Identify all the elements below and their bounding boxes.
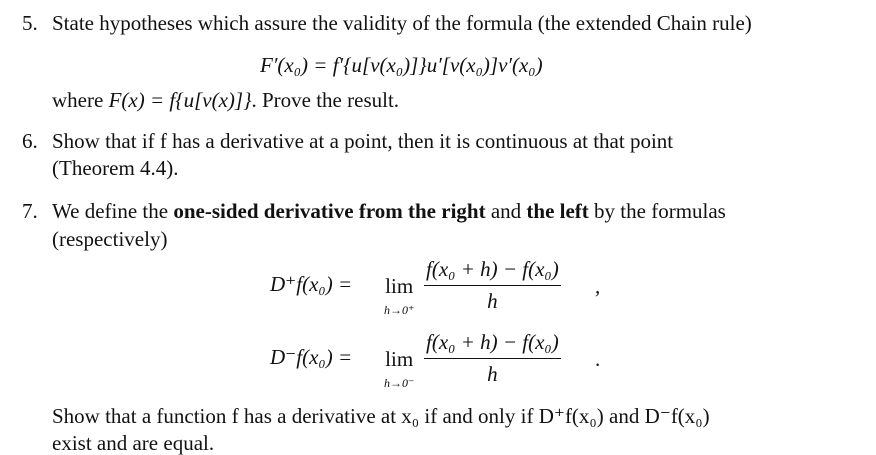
text-c: by the formulas (588, 199, 726, 223)
problem-7-line-1 (52, 201, 726, 222)
problem-7-final-line-1: Show that a function f has a derivative at x₀ if and only if D⁺f(x₀) and D⁻f(x₀) (52, 404, 710, 428)
where-suffix: . Prove the result. (251, 88, 400, 112)
text-a: We define the (52, 199, 174, 223)
problem-6-line-2: (Theorem 4.4). (52, 156, 179, 180)
eq-right-lhs: D⁺f(x₀) = (270, 272, 353, 296)
eq-right-limit (384, 274, 414, 318)
problem-7-line-2: (respectively) (52, 227, 168, 251)
formula-rhs: f′{u[v(x₀)]}u′[v(x₀)]v′(x₀) (332, 53, 543, 77)
problem-5-formula (260, 55, 543, 76)
eq-right-lim-word: lim (385, 274, 414, 298)
eq-left-lim-subscript: h→0⁻ (384, 376, 415, 390)
eq-right-fraction (424, 257, 561, 314)
eq-left-numerator: f(x₀ + h) − f(x₀) (426, 330, 559, 354)
eq-right-denominator: h (487, 289, 498, 313)
problem-6-line-1: Show that if f has a derivative at a point, then it is continuous at that point (52, 129, 674, 153)
eq-left-trailing-period: . (595, 347, 601, 371)
eq-left-denominator: h (487, 362, 498, 386)
eq-left-limit (384, 347, 414, 391)
eq-left-lim-word: lim (385, 347, 414, 371)
problem-7-final-line-2: exist and are equal. (52, 431, 215, 455)
problem-5-number: 5. (22, 11, 38, 35)
bold-left-derivative: the left (526, 199, 589, 223)
problem-6-number: 6. (22, 129, 38, 153)
eq-right-trailing-comma: , (595, 274, 601, 298)
where-definition: F(x) = f{u[v(x)]} (108, 88, 252, 112)
problem-5-statement: State hypotheses which assure the validity of the formula (the extended Chain rule) (52, 11, 752, 35)
bold-right-derivative: one-sided derivative from the right (173, 199, 486, 223)
eq-right-lim-subscript: h→0⁺ (384, 303, 415, 317)
text-b: and (485, 199, 527, 223)
eq-left-lhs: D⁻f(x₀) = (270, 345, 353, 369)
problem-7-number: 7. (22, 199, 38, 223)
eq-left-fraction (424, 330, 561, 387)
formula-lhs: F′(x₀) = (260, 53, 333, 77)
eq-right-numerator: f(x₀ + h) − f(x₀) (426, 257, 559, 281)
problem-5-where-line (52, 90, 399, 111)
where-prefix: where (52, 88, 109, 112)
